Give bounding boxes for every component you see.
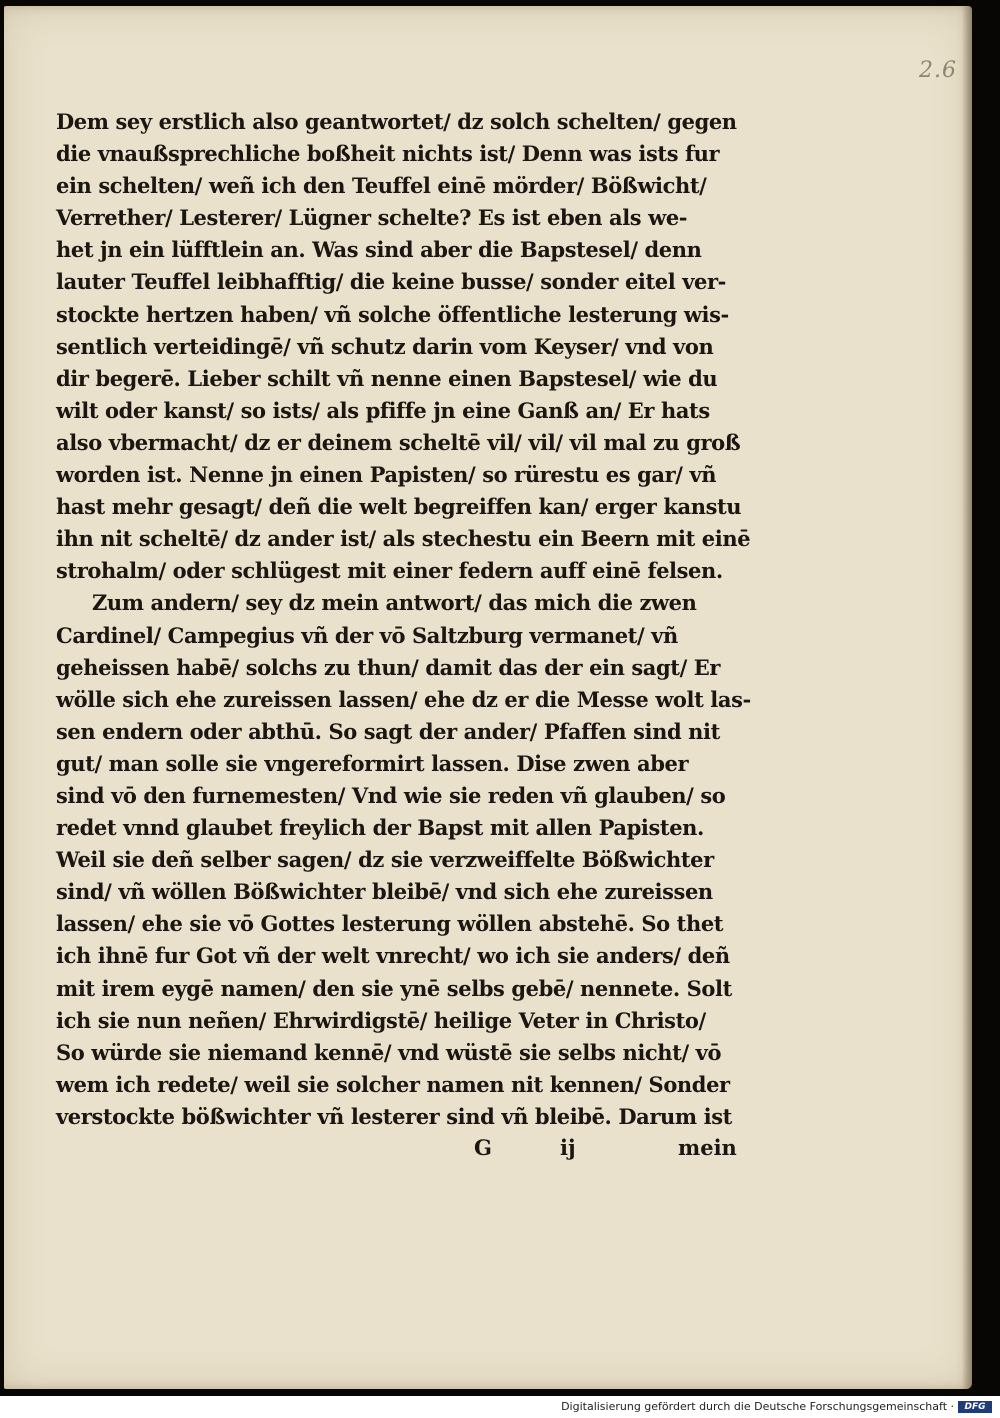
text-line: sen endern oder abthū. So sagt der ander/ Pfaffen sind nit: [56, 718, 720, 744]
text-line: sind/ vñ wöllen Bößwichter bleibē/ vnd sich ehe zureissen: [56, 879, 713, 905]
text-line: Weil sie deñ selber sagen/ dz sie verzweiffelte Bößwichter: [56, 847, 714, 873]
text-line: ich sie nun neñen/ Ehrwirdigstē/ heilige Veter in Christo/: [56, 1007, 706, 1033]
text-line: ich ihnē fur Got vñ der welt vnrecht/ wo ich sie anders/ deñ: [56, 943, 730, 969]
funding-credit: Digitalisierung gefördert durch die Deutsche Forschungsgemeinschaft ·: [561, 1400, 954, 1413]
text-line: Verrether/ Lesterer/ Lügner schelte? Es ist eben als we-: [56, 205, 688, 231]
text-line: Dem sey erstlich also geantwortet/ dz solch schelten/ gegen: [56, 109, 737, 134]
text-line: wem ich redete/ weil sie solcher namen nit kennen/ Sonder: [56, 1071, 730, 1097]
text-line: ein schelten/ weñ ich den Teuffel einē mörder/ Bößwicht/: [56, 173, 707, 199]
page-bottom-line: [474, 1135, 744, 1169]
text-line: ihn nit scheltē/ dz ander ist/ als stechestu ein Beern mit einē: [56, 526, 751, 552]
book-page: [4, 6, 972, 1389]
text-line: stockte hertzen haben/ vñ solche öffentliche lesterung wis-: [56, 301, 729, 327]
text-line: die vnaußsprechliche boßheit nichts ist/ Denn was ists fur: [56, 141, 720, 167]
leaf-number: ij: [560, 1135, 576, 1160]
text-line: wölle sich ehe zureissen lassen/ ehe dz er die Messe wolt las-: [56, 686, 751, 712]
text-line: dir begerē. Lieber schilt vñ nenne einen Bapstesel/ wie du: [56, 365, 718, 391]
text-line: mit irem eygē namen/ den sie ynē selbs gebē/ nennete. Solt: [56, 975, 732, 1001]
text-line: redet vnnd glaubet freylich der Bapst mit allen Papisten.: [56, 815, 704, 841]
text-line: also vbermacht/ dz er deinem scheltē vil/ vil/ vil mal zu groß: [56, 429, 741, 455]
text-line: sind vō den furnemesten/ Vnd wie sie reden vñ glauben/ so: [56, 782, 726, 808]
catchword: mein: [678, 1135, 737, 1160]
signature-mark: G: [474, 1135, 492, 1160]
digitization-footer: [0, 1396, 1000, 1418]
text-line: lauter Teuffel leibhafftig/ die keine busse/ sonder eitel ver-: [56, 269, 726, 295]
text-line: geheissen habē/ solchs zu thun/ damit das der ein sagt/ Er: [56, 654, 721, 680]
paragraph-start-line: Zum andern/ sey dz mein antwort/ das mich die zwen: [92, 590, 697, 616]
text-line: So würde sie niemand kennē/ vnd wüstē sie selbs nicht/ vō: [56, 1039, 722, 1065]
dfg-logo: DFG: [958, 1401, 992, 1413]
text-line: sentlich verteidingē/ vñ schutz darin vom Keyser/ vnd von: [56, 333, 714, 359]
body-text: [56, 106, 776, 1133]
text-line: verstockte bößwichter vñ lesterer sind vñ bleibē. Darum ist: [56, 1103, 732, 1129]
text-line: gut/ man solle sie vngereformirt lassen. Dise zwen aber: [56, 750, 689, 776]
text-line: strohalm/ oder schlügest mit einer federn auff einē felsen.: [56, 558, 723, 584]
text-line: hast mehr gesagt/ deñ die welt begreiffen kan/ erger kanstu: [56, 494, 742, 520]
text-line: lassen/ ehe sie vō Gottes lesterung wöllen abstehē. So thet: [56, 911, 724, 937]
text-line: wilt oder kanst/ so ists/ als pfiffe jn eine Ganß an/ Er hats: [56, 397, 710, 423]
page-folio-number: 2.6: [919, 58, 957, 83]
text-line: het jn ein lüfftlein an. Was sind aber die Bapstesel/ denn: [56, 237, 702, 263]
text-line: Cardinel/ Campegius vñ der vō Saltzburg vermanet/ vñ: [56, 622, 678, 648]
text-line: worden ist. Nenne jn einen Papisten/ so rürestu es gar/ vñ: [56, 462, 717, 488]
